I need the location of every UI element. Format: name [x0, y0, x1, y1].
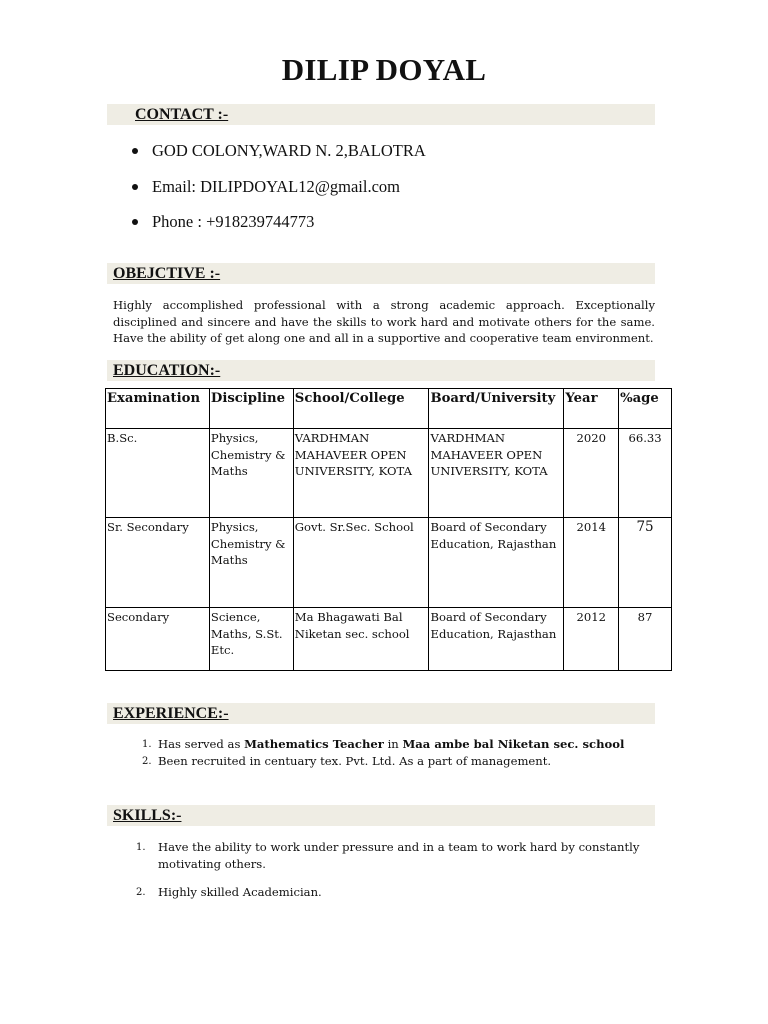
cell-percentage: 75: [619, 518, 672, 608]
header-board: Board/University: [429, 389, 564, 429]
table-row: [106, 518, 672, 608]
contact-address: GOD COLONY,WARD N. 2,BALOTRA: [130, 140, 426, 176]
skill-text: Have the ability to work under pressure and in a team to work hard by constantly motivating others.: [158, 840, 640, 871]
objective-heading: OBEJCTIVE :-: [113, 265, 221, 282]
list-item: [113, 884, 653, 901]
table-row: [106, 429, 672, 518]
cell-percentage: 66.33: [619, 429, 672, 518]
contact-email: Email: DILIPDOYAL12@gmail.com: [130, 176, 426, 212]
experience-role: Mathematics Teacher: [244, 737, 384, 751]
cell-board: VARDHMAN MAHAVEER OPEN UNIVERSITY, KOTA: [429, 429, 564, 518]
education-table: [105, 388, 672, 671]
experience-section-band: [107, 703, 655, 724]
cell-examination: Secondary: [106, 608, 210, 671]
education-header-row: [106, 389, 672, 429]
experience-heading: EXPERIENCE:-: [113, 705, 229, 722]
cell-board: Board of Secondary Education, Rajasthan: [429, 608, 564, 671]
cell-year: 2014: [564, 518, 619, 608]
contact-heading: CONTACT :-: [135, 106, 229, 123]
resume-name: DILIP DOYAL: [281, 52, 487, 87]
cell-year: 2020: [564, 429, 619, 518]
list-number: 2.: [142, 755, 152, 767]
header-percentage: %age: [619, 389, 672, 429]
header-discipline: Discipline: [209, 389, 293, 429]
list-number: 1.: [136, 842, 146, 853]
contact-section-band: [107, 104, 655, 125]
cell-percentage: 87: [619, 608, 672, 671]
cell-discipline: Physics, Chemistry & Maths: [209, 518, 293, 608]
cell-school: Govt. Sr.Sec. School: [293, 518, 429, 608]
list-number: 1.: [142, 739, 152, 750]
cell-school: VARDHMAN MAHAVEER OPEN UNIVERSITY, KOTA: [293, 429, 429, 518]
contact-phone: Phone : +918239744773: [130, 211, 426, 247]
objective-section-band: [107, 263, 655, 284]
experience-list: [113, 736, 673, 769]
experience-text: in: [383, 737, 403, 751]
objective-text: Highly accomplished professional with a strong academic approach. Exceptionally disciplined and sincere and have the skills to work hard and motivate others for the same. Have the ability of get along one and all in a supportive and cooperative team environment.: [113, 298, 655, 345]
table-row: [106, 608, 672, 671]
header-year: Year: [564, 389, 619, 429]
skills-list: [113, 839, 653, 913]
cell-examination: Sr. Secondary: [106, 518, 210, 608]
header-school: School/College: [293, 389, 429, 429]
experience-school: Maa ambe bal Niketan sec. school: [402, 737, 625, 751]
skills-section-band: [107, 805, 655, 826]
cell-board: Board of Secondary Education, Rajasthan: [429, 518, 564, 608]
list-item: [113, 753, 673, 770]
cell-year: 2012: [564, 608, 619, 671]
list-item: [113, 736, 673, 753]
experience-text: Has served as: [158, 737, 245, 751]
skills-heading: SKILLS:-: [113, 807, 182, 824]
cell-examination: B.Sc.: [106, 429, 210, 518]
experience-text: Been recruited in centuary tex. Pvt. Ltd. As a part of management.: [158, 753, 552, 768]
list-item: [113, 839, 653, 872]
skill-text: Highly skilled Academician.: [158, 885, 322, 899]
cell-school: Ma Bhagawati Bal Niketan sec. school: [293, 608, 429, 671]
education-heading: EDUCATION:-: [113, 362, 221, 379]
cell-discipline: Science, Maths, S.St. Etc.: [209, 608, 293, 671]
list-number: 2.: [136, 887, 146, 898]
contact-list: [130, 140, 426, 247]
cell-discipline: Physics, Chemistry & Maths: [209, 429, 293, 518]
education-section-band: [107, 360, 655, 381]
header-examination: Examination: [106, 389, 210, 429]
